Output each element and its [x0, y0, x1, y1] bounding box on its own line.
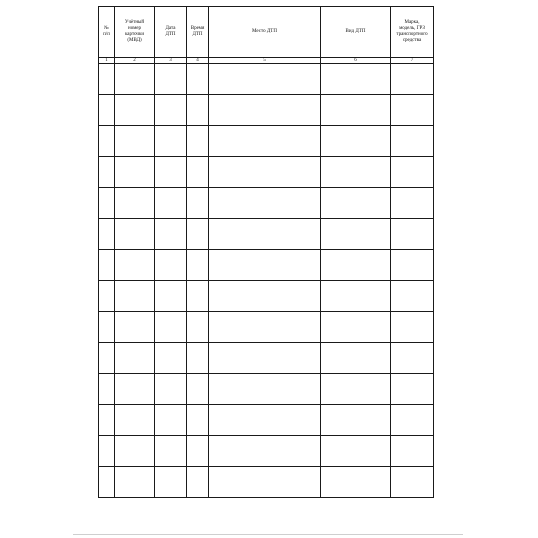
table-row — [99, 467, 434, 498]
table-cell — [209, 467, 321, 498]
table-cell — [391, 405, 434, 436]
table-cell — [99, 436, 115, 467]
table-cell — [99, 219, 115, 250]
header-label: № п/п — [103, 26, 110, 37]
header-col-type — [321, 7, 391, 58]
table-cell — [209, 281, 321, 312]
table-cell — [187, 436, 209, 467]
header-label: Дата ДТП — [165, 26, 176, 37]
table-cell — [155, 157, 187, 188]
table-row — [99, 157, 434, 188]
header-row — [99, 7, 434, 58]
table-cell — [99, 343, 115, 374]
table-cell — [187, 126, 209, 157]
table-row — [99, 312, 434, 343]
table-cell — [187, 219, 209, 250]
accident-register-table — [98, 6, 434, 498]
table-cell — [155, 64, 187, 95]
table-cell — [321, 250, 391, 281]
table-cell — [115, 467, 155, 498]
column-number: 6 — [321, 58, 391, 64]
table-cell — [391, 343, 434, 374]
table-row — [99, 343, 434, 374]
table-cell — [321, 312, 391, 343]
table-cell — [209, 188, 321, 219]
table-cell — [321, 188, 391, 219]
table-cell — [391, 157, 434, 188]
table-cell — [187, 467, 209, 498]
column-number: 7 — [391, 58, 434, 64]
table-cell — [187, 343, 209, 374]
header-col-time — [187, 7, 209, 58]
table-cell — [391, 281, 434, 312]
table-row — [99, 281, 434, 312]
table-cell — [99, 312, 115, 343]
table-cell — [391, 250, 434, 281]
table-cell — [209, 343, 321, 374]
table-row — [99, 219, 434, 250]
table-cell — [209, 95, 321, 126]
table-cell — [209, 374, 321, 405]
table-cell — [391, 188, 434, 219]
table-cell — [391, 219, 434, 250]
table-cell — [209, 405, 321, 436]
table-row — [99, 250, 434, 281]
table-cell — [391, 95, 434, 126]
table-cell — [115, 95, 155, 126]
table-cell — [187, 405, 209, 436]
table-cell — [187, 312, 209, 343]
header-label: Место ДТП — [252, 29, 277, 34]
table-row — [99, 188, 434, 219]
table-cell — [187, 281, 209, 312]
table-cell — [391, 64, 434, 95]
table-cell — [187, 374, 209, 405]
table-row — [99, 374, 434, 405]
table-cell — [321, 405, 391, 436]
table-cell — [209, 436, 321, 467]
table-cell — [155, 374, 187, 405]
table-cell — [99, 405, 115, 436]
table-cell — [115, 188, 155, 219]
table-cell — [155, 188, 187, 219]
table-row — [99, 405, 434, 436]
column-number: 3 — [155, 58, 187, 64]
table-cell — [321, 64, 391, 95]
table-cell — [155, 95, 187, 126]
header-col-number — [99, 7, 115, 58]
table-cell — [391, 436, 434, 467]
table-cell — [115, 374, 155, 405]
table-cell — [115, 126, 155, 157]
table-cell — [99, 374, 115, 405]
table-cell — [187, 95, 209, 126]
table-cell — [155, 467, 187, 498]
table-cell — [115, 436, 155, 467]
header-col-place — [209, 7, 321, 58]
table-cell — [155, 312, 187, 343]
header-label: Вид ДТП — [345, 29, 366, 34]
table-cell — [321, 157, 391, 188]
table-cell — [115, 343, 155, 374]
table-cell — [391, 374, 434, 405]
table-cell — [321, 374, 391, 405]
table-cell — [391, 126, 434, 157]
table-cell — [321, 467, 391, 498]
table-row — [99, 95, 434, 126]
table-cell — [155, 219, 187, 250]
header-label: Учётный номер карточки (МВД) — [124, 20, 145, 43]
table-cell — [155, 281, 187, 312]
table-row — [99, 436, 434, 467]
header-col-card-number — [115, 7, 155, 58]
table-cell — [155, 126, 187, 157]
table-cell — [187, 157, 209, 188]
table-cell — [391, 312, 434, 343]
table-row — [99, 64, 434, 95]
page-bottom-divider — [73, 534, 463, 535]
table-cell — [115, 157, 155, 188]
table-cell — [115, 219, 155, 250]
table-row — [99, 126, 434, 157]
table-cell — [209, 250, 321, 281]
table-cell — [209, 219, 321, 250]
table-cell — [155, 343, 187, 374]
column-number: 1 — [99, 58, 115, 64]
table-cell — [99, 281, 115, 312]
table-body — [99, 58, 434, 498]
column-number: 2 — [115, 58, 155, 64]
table-cell — [391, 467, 434, 498]
table-cell — [99, 188, 115, 219]
table-cell — [187, 188, 209, 219]
table-cell — [99, 157, 115, 188]
table-cell — [187, 64, 209, 95]
header-label: Время ДТП — [190, 26, 205, 37]
table-cell — [115, 312, 155, 343]
table-cell — [155, 436, 187, 467]
table-cell — [99, 95, 115, 126]
column-number: 5 — [209, 58, 321, 64]
table-cell — [187, 250, 209, 281]
table-cell — [209, 126, 321, 157]
table-cell — [155, 250, 187, 281]
table-cell — [209, 312, 321, 343]
table-cell — [99, 250, 115, 281]
column-number: 4 — [187, 58, 209, 64]
table-cell — [209, 157, 321, 188]
header-col-vehicle — [391, 7, 434, 58]
table-cell — [99, 467, 115, 498]
table-cell — [99, 64, 115, 95]
table-cell — [155, 405, 187, 436]
header-label: Марка, модель, ГРЗ транспортного средства — [396, 20, 428, 43]
table-cell — [321, 343, 391, 374]
table-cell — [115, 64, 155, 95]
table-cell — [209, 64, 321, 95]
table-cell — [115, 250, 155, 281]
table-cell — [99, 126, 115, 157]
table-cell — [321, 126, 391, 157]
table-cell — [321, 281, 391, 312]
table-cell — [321, 219, 391, 250]
table-cell — [115, 281, 155, 312]
table-cell — [115, 405, 155, 436]
table-cell — [321, 436, 391, 467]
table-cell — [321, 95, 391, 126]
header-col-date — [155, 7, 187, 58]
